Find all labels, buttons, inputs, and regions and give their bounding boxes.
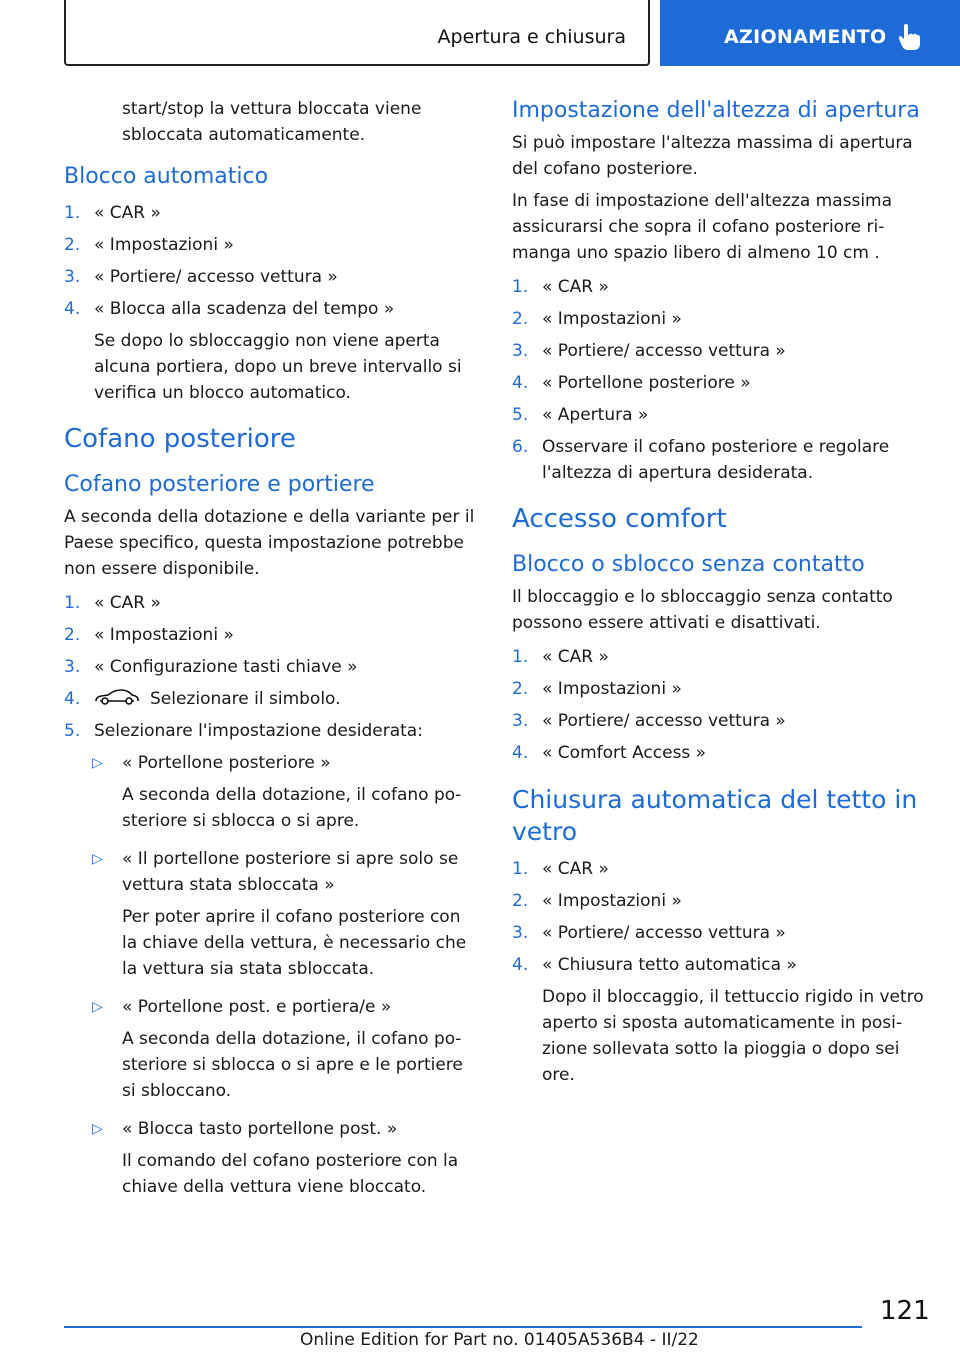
step-number: 3.: [512, 711, 529, 731]
option-item: [92, 750, 476, 776]
list-item: [512, 888, 932, 914]
step-note: Se dopo lo sbloccaggio non viene aperta alcuna portiera, dopo un breve intervallo si verifica un blocco automatico.: [94, 331, 462, 403]
steps-cofano: [64, 590, 476, 744]
intro-paragraph: Il bloccaggio e lo sbloccaggio senza contatto possono essere attivati e disattivati.: [512, 587, 893, 633]
heading-chiusura-tetto: Chiusura automatica del tetto in vetro: [512, 785, 918, 846]
step-text: « Blocca alla scadenza del tempo »: [94, 299, 395, 319]
chapter-title: AZIONAMENTO: [724, 26, 887, 48]
step-number: 3.: [512, 923, 529, 943]
hand-pointer-icon: [896, 22, 922, 52]
car-icon: [94, 688, 140, 706]
step-text: « Comfort Access »: [542, 743, 707, 763]
step-text: « Chiusura tetto automatica »: [542, 955, 797, 975]
steps-blocco: [64, 200, 476, 322]
step-number: 2.: [512, 891, 529, 911]
step-text: « Apertura »: [542, 405, 649, 425]
list-item: [64, 686, 476, 712]
step-number: 1.: [512, 277, 529, 297]
paragraph: In fase di impostazione dell'altezza massima assicurarsi che sopra il cofano posteriore rimanga uno spazio libero di almeno 10 cm .: [512, 191, 893, 263]
list-item: [64, 264, 476, 290]
footer-edition-text: Online Edition for Part no. 01405A536B4 - II/22: [300, 1330, 699, 1350]
step-number: 2.: [64, 625, 81, 645]
step-text: « Portiere/ accesso vettura »: [542, 923, 786, 943]
option-item: [92, 1116, 476, 1142]
step-number: 5.: [64, 721, 81, 741]
subheading-blocco-senza-contatto: Blocco o sblocco senza contatto: [512, 552, 865, 577]
subheading-cofano-portiere: Cofano posteriore e portiere: [64, 472, 375, 497]
heading-cofano-posteriore: Cofano posteriore: [64, 424, 296, 454]
steps-comfort: [512, 644, 932, 766]
list-item: [512, 306, 932, 332]
step-text: Selezionare l'impostazione desiderata:: [94, 721, 423, 741]
option-item: [92, 994, 476, 1020]
step-number: 1.: [512, 647, 529, 667]
step-number: 3.: [64, 267, 81, 287]
list-item: [64, 296, 476, 322]
list-item: [512, 708, 932, 734]
list-item: [64, 654, 476, 680]
option-text: « Blocca tasto portellone post. »: [122, 1119, 398, 1139]
step-text: « Impostazioni »: [94, 235, 234, 255]
option-note: A seconda della dotazione, il cofano posteriore si sblocca o si apre e le portiere si sbloccano.: [122, 1029, 463, 1101]
list-item: [512, 434, 932, 486]
list-item: [512, 856, 932, 882]
triangle-bullet-icon: ▷: [92, 851, 103, 867]
option-note: Per poter aprire il cofano posteriore con la chiave della vettura, è necessario che la vettura sia stata sbloccata.: [122, 907, 467, 979]
list-item: [512, 274, 932, 300]
step-number: 2.: [64, 235, 81, 255]
step-text: « Portiere/ accesso vettura »: [542, 341, 786, 361]
step-number: 1.: [512, 859, 529, 879]
heading-altezza-apertura: Impostazione dell'altezza di apertura: [512, 98, 920, 123]
option-item: [92, 846, 476, 898]
list-item: [64, 622, 476, 648]
step-text: « Impostazioni »: [542, 891, 682, 911]
triangle-bullet-icon: ▷: [92, 1121, 103, 1137]
list-item: [512, 370, 932, 396]
step-text: « Portellone posteriore »: [542, 373, 751, 393]
option-text: « Il portellone posteriore si apre solo se vettura stata sbloccata »: [122, 849, 459, 895]
header-section-box: [64, 0, 650, 66]
paragraph: Si può impostare l'altezza massima di apertura del cofano posteriore.: [512, 133, 913, 179]
step-text: « CAR »: [542, 277, 609, 297]
list-item: [512, 740, 932, 766]
list-item: [64, 232, 476, 258]
step-text: « Portiere/ accesso vettura »: [94, 267, 338, 287]
step-note: Dopo il bloccaggio, il tettuccio rigido in vetro aperto si sposta automaticamente in posizione sollevata sotto la pioggia o dopo sei ore.: [542, 987, 924, 1085]
list-item: [512, 920, 932, 946]
list-item: [512, 338, 932, 364]
list-item: [64, 590, 476, 616]
step-number: 3.: [64, 657, 81, 677]
step-number: 4.: [64, 299, 81, 319]
section-title: Apertura e chiusura: [437, 26, 626, 48]
option-text: « Portellone posteriore »: [122, 753, 331, 773]
list-item: [512, 644, 932, 670]
heading-blocco-automatico: Blocco automatico: [64, 164, 269, 189]
option-text: « Portellone post. e portiera/e »: [122, 997, 392, 1017]
intro-paragraph: A seconda della dotazione e della variante per il Paese specifico, questa impostazione potrebbe non essere disponibile.: [64, 507, 475, 579]
step-text: « Impostazioni »: [94, 625, 234, 645]
triangle-bullet-icon: ▷: [92, 999, 103, 1015]
step-text: « Impostazioni »: [542, 309, 682, 329]
continued-text: start/stop la vettura bloccata viene sbloccata automaticamente.: [122, 99, 422, 145]
page-number: 121: [880, 1296, 930, 1326]
step-text: « Impostazioni »: [542, 679, 682, 699]
right-column: [512, 96, 932, 1094]
list-item: [512, 402, 932, 428]
step-text: « Portiere/ accesso vettura »: [542, 711, 786, 731]
steps-tetto: [512, 856, 932, 978]
step-text: « CAR »: [94, 593, 161, 613]
list-item: [64, 718, 476, 744]
step-number: 2.: [512, 679, 529, 699]
step-number: 4.: [512, 955, 529, 975]
step-number: 6.: [512, 437, 529, 457]
step-text: « Configurazione tasti chiave »: [94, 657, 358, 677]
chapter-tab[interactable]: [660, 0, 960, 66]
triangle-bullet-icon: ▷: [92, 755, 103, 771]
list-item: [512, 952, 932, 978]
list-item: [512, 676, 932, 702]
steps-altezza: [512, 274, 932, 486]
step-text: Osservare il cofano posteriore e regolare l'altezza di apertura desiderata.: [542, 437, 890, 483]
step-number: 4.: [512, 373, 529, 393]
step-number: 5.: [512, 405, 529, 425]
option-note: Il comando del cofano posteriore con la chiave della vettura viene bloccato.: [122, 1151, 459, 1197]
step-number: 1.: [64, 593, 81, 613]
step-number: 2.: [512, 309, 529, 329]
option-note: A seconda della dotazione, il cofano posteriore si sblocca o si apre.: [122, 785, 462, 831]
left-column: [64, 96, 476, 1212]
step-text: « CAR »: [542, 647, 609, 667]
step-text: « CAR »: [94, 203, 161, 223]
step-number: 4.: [512, 743, 529, 763]
footer-divider: [64, 1326, 862, 1328]
step-text: Selezionare il simbolo.: [150, 689, 341, 709]
options-list: [92, 750, 476, 1200]
list-item: [64, 200, 476, 226]
step-number: 4.: [64, 689, 81, 709]
step-number: 1.: [64, 203, 81, 223]
step-text: « CAR »: [542, 859, 609, 879]
step-number: 3.: [512, 341, 529, 361]
heading-accesso-comfort: Accesso comfort: [512, 504, 727, 534]
